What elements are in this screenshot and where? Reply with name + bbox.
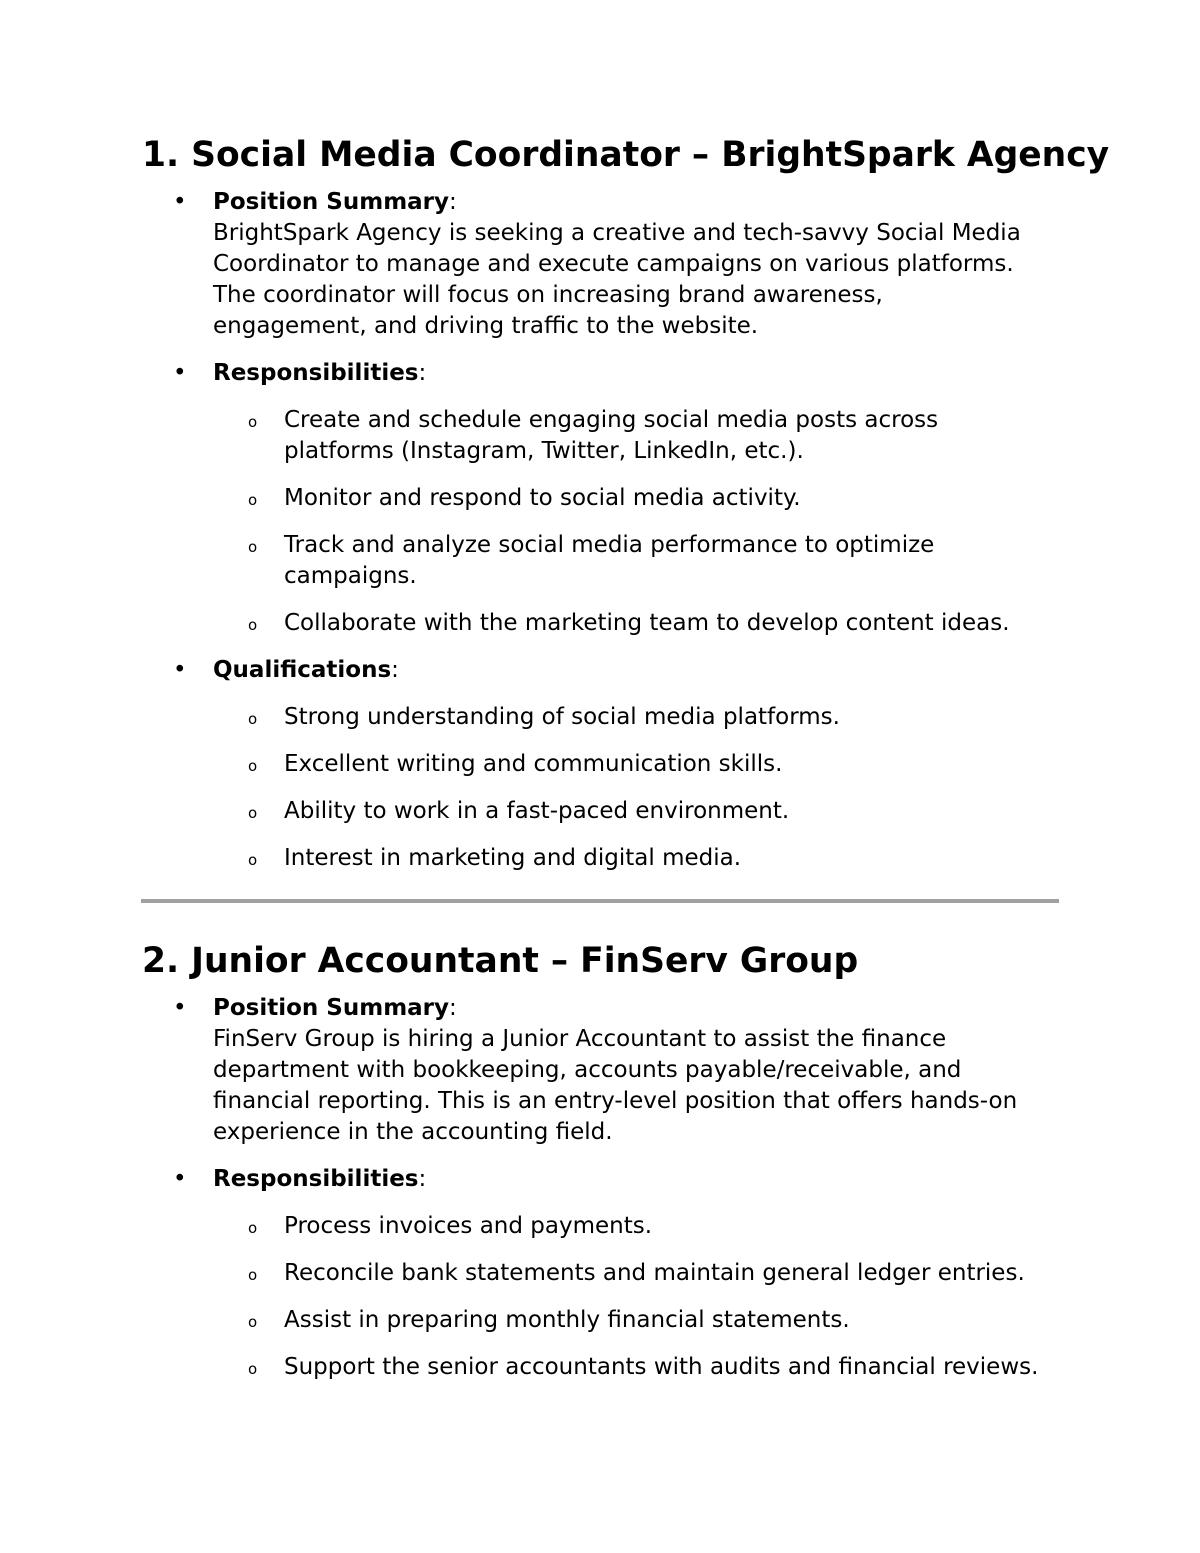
circle-bullet-icon: o [248,1219,258,1237]
section-heading: Position Summary [213,995,450,1021]
job-title: 2. Junior Accountant – FinServ Group [142,941,859,981]
section-heading: Qualifications [213,657,392,683]
horizontal-divider [141,899,1059,903]
circle-bullet-icon: o [248,757,258,775]
bullet-icon: • [173,1166,187,1192]
list-item: o Excellent writing and communication skills. [213,749,1062,780]
section-heading: Responsibilities [213,1166,419,1192]
circle-bullet-icon: o [248,804,258,822]
circle-bullet-icon: o [248,616,258,634]
list-item: o Reconcile bank statements and maintain general ledger entries. [213,1258,1062,1289]
summary-line: financial reporting. This is an entry-level position that offers hands-on [213,1088,1018,1114]
circle-bullet-icon: o [248,851,258,869]
circle-bullet-icon: o [248,538,258,556]
summary-line: department with bookkeeping, accounts payable/receivable, and [213,1057,962,1083]
bullet-icon: • [173,360,187,386]
circle-bullet-icon: o [248,1266,258,1284]
responsibilities-section: • Responsibilities: [142,1164,1062,1195]
qualifications-section: • Qualifications: [142,655,1062,686]
bullet-icon: • [173,995,187,1021]
summary-line: engagement, and driving traffic to the website. [213,313,759,339]
position-summary-text [213,218,1062,342]
bullet-icon: • [173,657,187,683]
position-summary-text [213,1024,1062,1148]
list-item: o Assist in preparing monthly financial statements. [213,1305,1062,1336]
position-summary-section: • Position Summary: BrightSpark Agency is seeking a creative and tech-savvy Social Media Coordinator to manage and execute campaigns on various platforms. The coordinator will focus on increasing brand awareness, engagement, and driving traffic to the website. [142,187,1062,342]
summary-line: Coordinator to manage and execute campaigns on various platforms. [213,251,1014,277]
responsibilities-section: • Responsibilities: [142,358,1062,389]
summary-line: The coordinator will focus on increasing brand awareness, [213,282,883,308]
list-item: o Track and analyze social media performance to optimize campaigns. [248,532,935,589]
circle-bullet-icon: o [248,710,258,728]
job-title: 1. Social Media Coordinator – BrightSpark Agency [142,135,1110,175]
summary-line: FinServ Group is hiring a Junior Accountant to assist the finance [213,1026,947,1052]
list-item: o Support the senior accountants with audits and financial reviews. [213,1352,1062,1383]
summary-line: BrightSpark Agency is seeking a creative and tech-savvy Social Media [213,220,1021,246]
list-item: o Strong understanding of social media platforms. [213,702,1062,733]
list-item: o Monitor and respond to social media activity. [213,483,1062,514]
summary-line: experience in the accounting field. [213,1119,613,1145]
job-posting-1 [142,135,1110,874]
job-posting-2 [142,941,1062,1383]
circle-bullet-icon: o [248,413,258,431]
circle-bullet-icon: o [248,1360,258,1378]
list-item: o Collaborate with the marketing team to develop content ideas. [213,608,1062,639]
list-item: o Interest in marketing and digital media. [213,843,1062,874]
list-item: o Process invoices and payments. [213,1211,1062,1242]
bullet-icon: • [173,189,187,215]
list-item: o Create and schedule engaging social media posts across platforms (Instagram, Twitter, LinkedIn, etc.). [248,407,939,464]
qualifications-list [142,702,1062,874]
responsibilities-list [142,1211,1062,1383]
responsibilities-list [142,405,1062,639]
section-heading: Position Summary [213,189,450,215]
list-item: o Ability to work in a fast-paced environment. [213,796,1062,827]
circle-bullet-icon: o [248,491,258,509]
position-summary-section: • Position Summary: FinServ Group is hiring a Junior Accountant to assist the finance department with bookkeeping, accounts payable/receivable, and financial reporting. This is an entry-level position that offers hands-on experience in the accounting field. [142,993,1062,1148]
circle-bullet-icon: o [248,1313,258,1331]
section-heading: Responsibilities [213,360,419,386]
